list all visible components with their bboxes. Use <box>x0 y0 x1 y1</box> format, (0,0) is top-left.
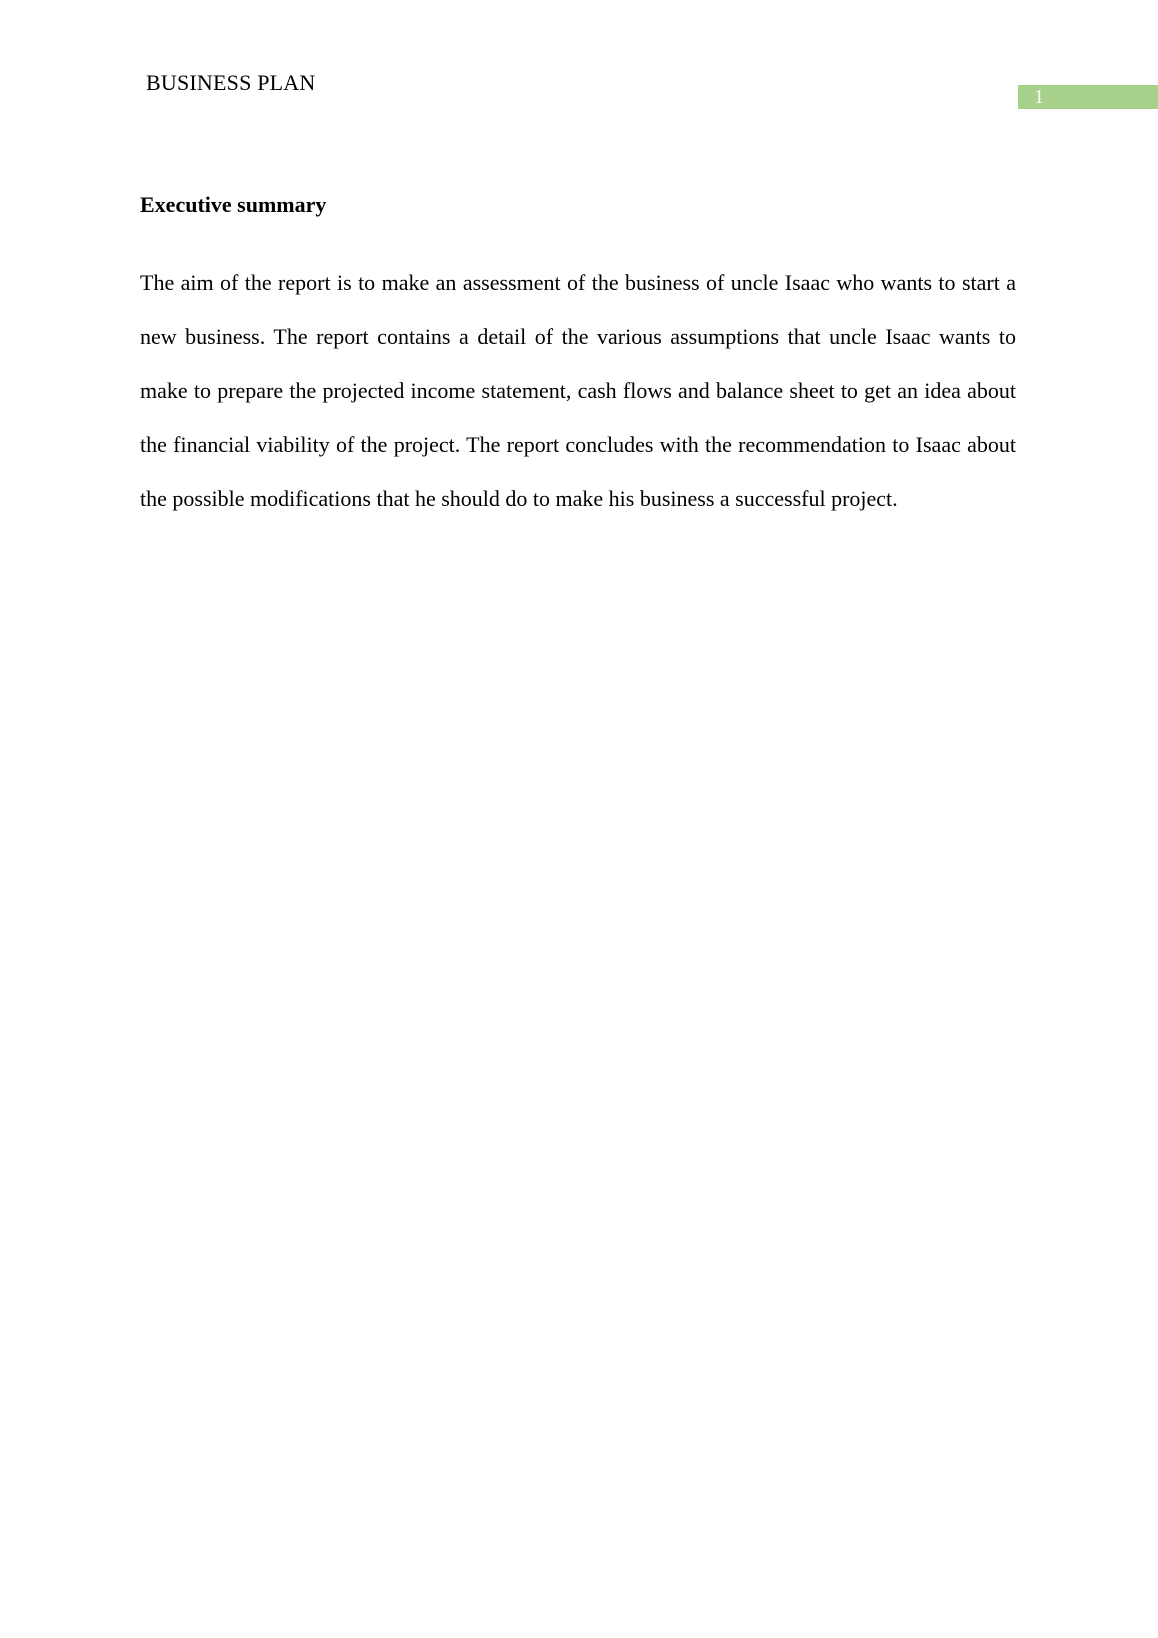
body-paragraph: The aim of the report is to make an assessment of the business of uncle Isaac who wants to start a new business. The report contains a detail of the various assumptions that uncle Isaac wants to make to prepare the projected income statement, cash flows and balance sheet to get an idea about the financial viability of the project. The report concludes with the recommendation to Isaac about the possible modifications that he should do to make his business a successful project. <box>140 270 1016 511</box>
running-header-title: BUSINESS PLAN <box>146 70 316 95</box>
page-number-badge <box>1018 85 1158 109</box>
page-number: 1 <box>1034 86 1044 108</box>
section-heading: Executive summary <box>140 192 327 217</box>
